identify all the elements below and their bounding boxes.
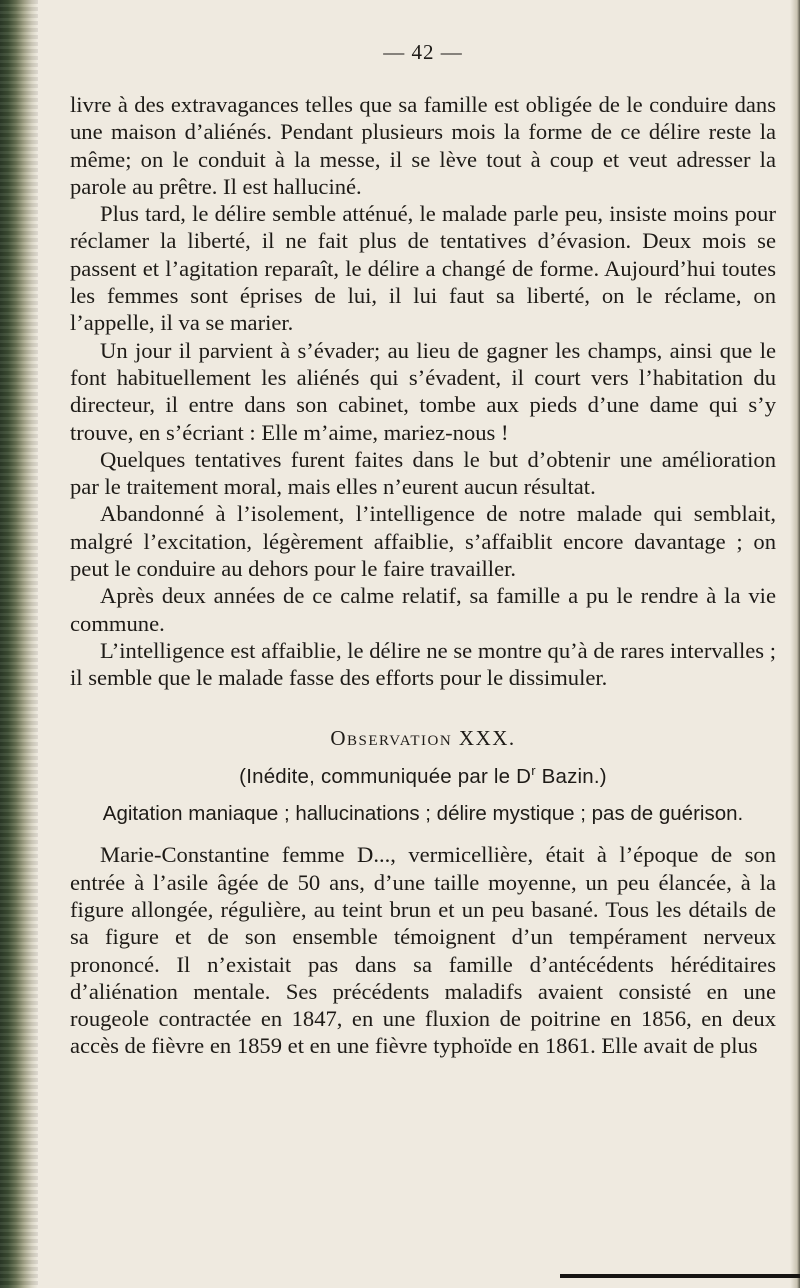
paragraph: Quelques tentatives furent faites dans le but d’obtenir une amélioration par le traitement moral, mais elles n’eurent aucun résultat. — [70, 446, 776, 500]
paragraph: Un jour il parvient à s’évader; au lieu de gagner les champs, ainsi que le font habituellement les aliénés qui s’évadent, il court vers l’habitation du directeur, il entre dans son cabinet, tombe aux pieds d’une dame qui s’y trouve, en s’écriant : Elle m’aime, mariez-nous ! — [70, 337, 776, 445]
scan-binding-edge — [0, 0, 38, 1288]
paragraph: Après deux années de ce calme relatif, sa famille a pu le rendre à la vie commune. — [70, 583, 776, 636]
paragraph: Abandonné à l’isolement, l’intelligence de notre malade qui semblait, malgré l’excitation, légèrement affaiblie, s’affaiblit encore davantage ; on peut le conduire au dehors pour le faire travailler. — [70, 501, 776, 582]
book-page — [70, 42, 776, 1060]
paragraph: Marie-Constantine femme D..., vermicellière, était à l’époque de son entrée à l’asile âgée de 50 ans, d’une taille moyenne, un peu élancée, à la figure allongée, régulière, au teint brun et un peu basané. Tous les détails de sa figure et de son ensemble témoignent d’un tempérament nerveux prononcé. Il n’existait pas dans sa famille d’antécédents héréditaires d’aliénation mentale. Ses précédents maladifs avaient consisté en une rougeole contractée en 1847, en une fluxion de poitrine en 1856, en deux accès de fièvre en 1859 et en une fièvre typhoïde en 1861. Elle avait de plus — [70, 842, 776, 1059]
paragraph: L’intelligence est affaiblie, le délire ne se montre qu’à de rares intervalles ; il semble que le malade fasse des efforts pour le dissimuler. — [70, 637, 776, 691]
observation-credit — [70, 763, 776, 789]
page-number: — 42 — — [383, 40, 463, 64]
paragraph: livre à des extravagances telles que sa famille est obligée de le conduire dans une maison d’aliénés. Pendant plusieurs mois la forme de ce délire reste la même; on le conduit à la messe, il se lève tout à coup et veut adresser la parole au prêtre. Il est halluciné. — [70, 92, 776, 199]
credit-prefix: (Inédite, communiquée par le D — [239, 764, 532, 788]
credit-superscript: r — [531, 762, 536, 778]
paragraph: Plus tard, le délire semble atténué, le malade parle peu, insiste moins pour réclamer la liberté, il ne fait plus de tentatives d’évasion. Deux mois se passent et l’agitation reparaît, le délire a changé de forme. Aujourd’hui toutes les femmes sont éprises de lui, il lui faut sa liberté, on le réclame, on l’appelle, il va se marier. — [70, 201, 776, 336]
observation-summary: Agitation maniaque ; hallucinations ; délire mystique ; pas de guérison. — [102, 802, 744, 826]
scan-right-edge — [790, 0, 800, 1288]
credit-suffix: Bazin.) — [535, 764, 607, 788]
scan-bottom-shadow — [560, 1274, 800, 1278]
observation-heading: Observation XXX. — [330, 725, 516, 750]
